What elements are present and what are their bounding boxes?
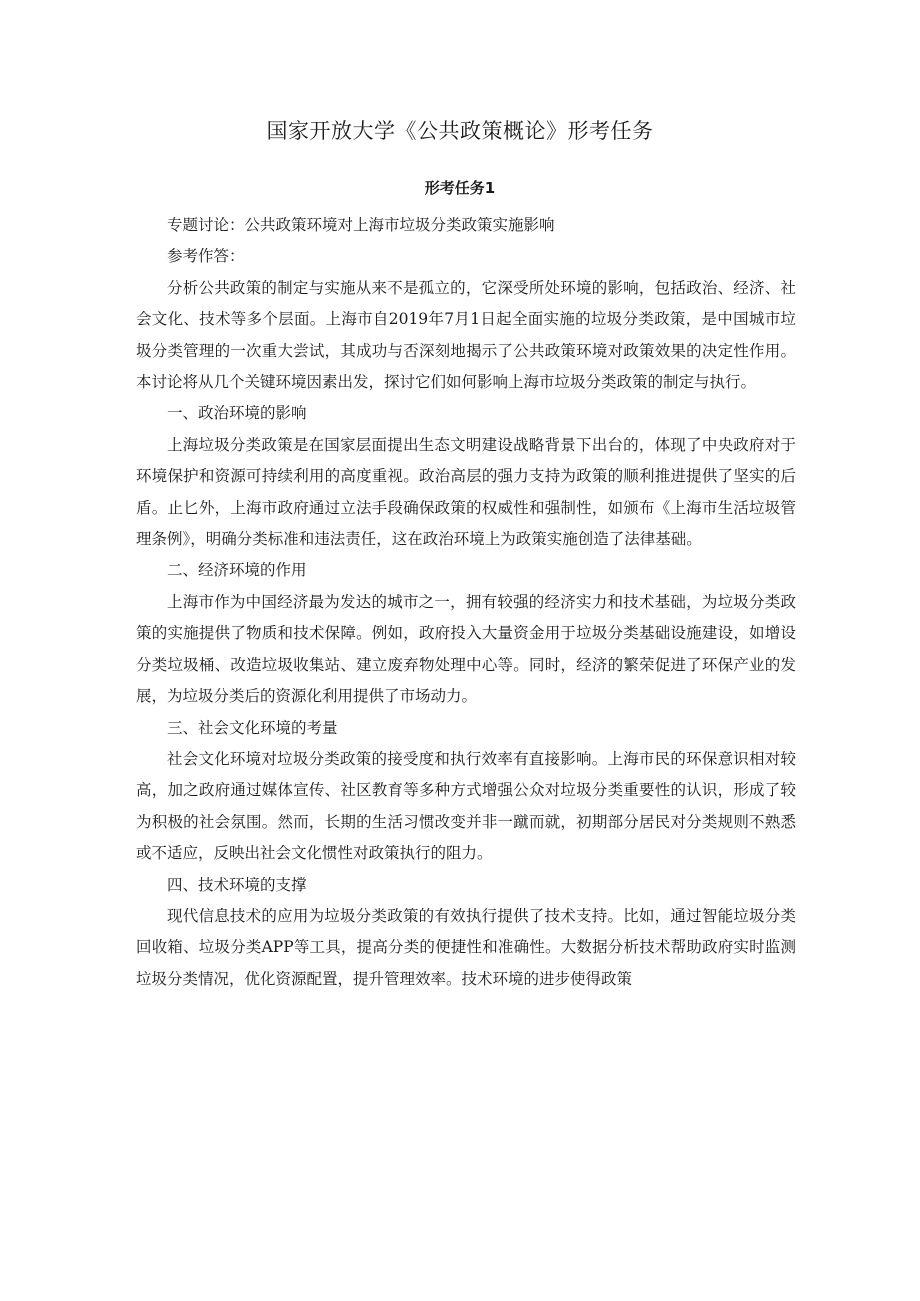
paragraph-political: 上海垃圾分类政策是在国家层面提出生态文明建设战略背景下出台的，体现了中央政府对于环境保护和资源可持续利用的高度重视。政治高层的强力支持为政策的顺利推进提供了坚实的后盾。止匕外，上海市政府通过立法手段确保政策的权威性和强制性，如颁布《上海市生活垃圾管理条例》，明确分类标准和违法责任，这在政治环境上为政策实施创造了法律基础。 [136,435,796,549]
heading-political: 一、政治环境的影响 [167,404,307,423]
paragraph-technical: 现代信息技术的应用为垃圾分类政策的有效执行提供了技术支持。比如，通过智能垃圾分类回收箱、垃圾分类APP等工具，提高分类的便捷性和准确性。大数据分析技术帮助政府实时监测垃圾分类情况，优化资源配置，提升管理效率。技术环境的进步使得政策 [136,906,796,988]
section-title: 形考任务1 [424,179,496,197]
document-title: 国家开放大学《公共政策概论》形考任务 [266,119,654,143]
answer-label: 参考作答： [167,247,245,266]
paragraph-sociocultural: 社会文化环境对垃圾分类政策的接受度和执行效率有直接影响。上海市民的环保意识相对较高，加之政府通过媒体宣传、社区教育等多种方式增强公众对垃圾分类重要性的认识，形成了较为积极的社会氛围。然而，长期的生活习惯改变并非一蹴而就，初期部分居民对分类规则不熟悉或不适应，反映出社会文化惯性对政策执行的阻力。 [136,749,796,863]
intro-paragraph: 分析公共政策的制定与实施从来不是孤立的，它深受所处环境的影响，包括政治、经济、社会文化、技术等多个层面。上海市自2019年7月1日起全面实施的垃圾分类政策，是中国城市垃圾分类管理的一次重大尝试，其成功与否深刻地揭示了公共政策环境对政策效果的决定性作用。本讨论将从几个关键环境因素出发，探讨它们如何影响上海市垃圾分类政策的制定与执行。 [136,278,796,392]
topic-line: 专题讨论：公共政策环境对上海市垃圾分类政策实施影响 [167,216,555,234]
document-body [136,210,796,995]
heading-technical: 四、技术环境的支撑 [167,875,307,894]
heading-economic: 二、经济环境的作用 [167,561,307,580]
paragraph-economic: 上海市作为中国经济最为发达的城市之一，拥有较强的经济实力和技术基础，为垃圾分类政策的实施提供了物质和技术保障。例如，政府投入大量资金用于垃圾分类基础设施建设，如增设分类垃圾桶、改造垃圾收集站、建立废弃物处理中心等。同时，经济的繁荣促进了环保产业的发展，为垃圾分类后的资源化利用提供了市场动力。 [136,592,796,706]
heading-sociocultural: 三、社会文化环境的考量 [167,718,338,737]
